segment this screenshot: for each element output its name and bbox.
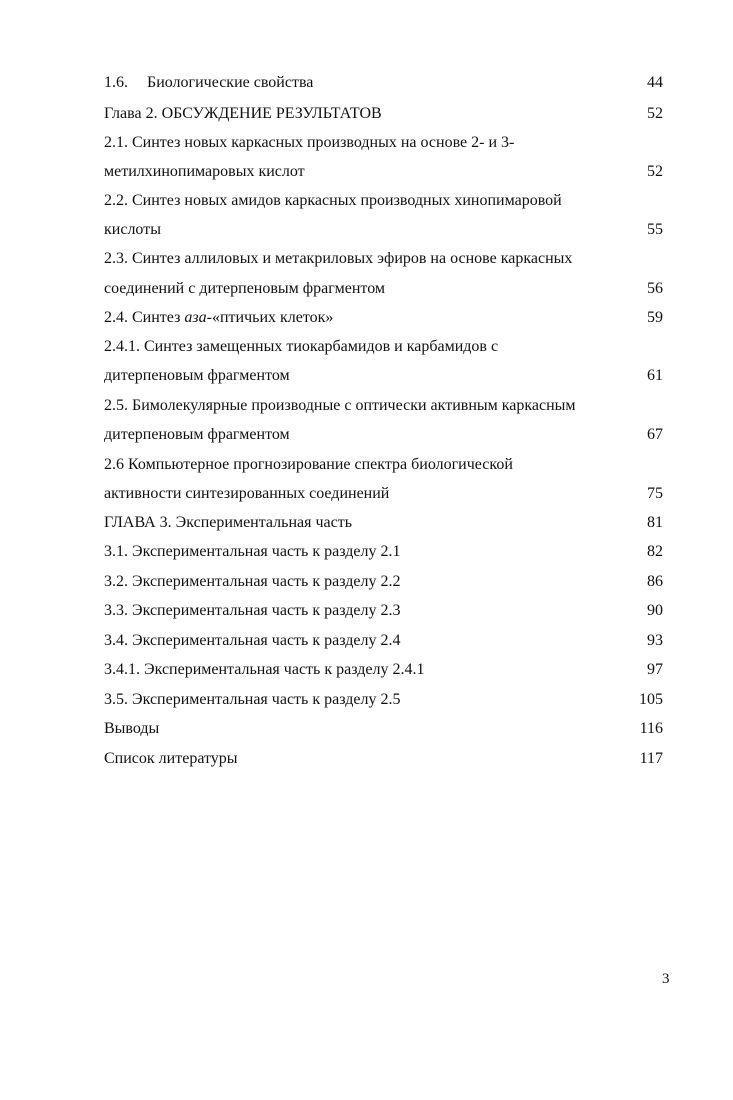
page-number: 3 — [662, 971, 670, 987]
toc-entry-page: 116 — [639, 720, 663, 737]
toc-entry-number: 1.6. — [104, 74, 128, 91]
toc-entry-2-2-line1: 2.2. Синтез новых амидов каркасных производных хинопимаровой — [104, 192, 562, 209]
toc-entry-page: 117 — [639, 750, 663, 767]
toc-entry-page: 52 — [647, 105, 663, 122]
toc-entry-page: 55 — [647, 221, 663, 238]
toc-entry-page: 86 — [647, 573, 663, 590]
toc-entry-3-2: 3.2. Экспериментальная часть к разделу 2.2 — [104, 573, 401, 590]
toc-entry-page: 56 — [647, 280, 663, 297]
toc-entry-3-4: 3.4. Экспериментальная часть к разделу 2.4 — [104, 632, 401, 649]
toc-entry-page: 44 — [647, 74, 663, 91]
toc-entry-title-italic: аза — [184, 309, 207, 326]
toc-entry-title-suffix: -«птичьих клеток» — [206, 309, 334, 326]
toc-entry-page: 82 — [647, 543, 663, 560]
toc-entry-page: 67 — [647, 426, 663, 443]
toc-entry-page: 93 — [647, 632, 663, 649]
toc-entry-page: 75 — [647, 485, 663, 502]
toc-entry-page: 61 — [647, 367, 663, 384]
toc-entry-title: Биологические свойства — [147, 74, 314, 91]
toc-entry-1-6 — [104, 73, 313, 93]
toc-entry-references: Список литературы — [104, 750, 238, 767]
toc-entry-2-5-line2: дитерпеновым фрагментом — [104, 426, 290, 443]
toc-entry-page: 52 — [647, 163, 663, 180]
toc-entry-2-1-line1: 2.1. Синтез новых каркасных производных на основе 2- и 3- — [104, 134, 515, 151]
toc-entry-conclusions: Выводы — [104, 720, 160, 737]
toc-entry-2-3-line2: соединений с дитерпеновым фрагментом — [104, 280, 386, 297]
toc-entry-2-1-line2: метилхинопимаровых кислот — [104, 163, 305, 180]
toc-entry-2-6-line2: активности синтезированных соединений — [104, 485, 390, 502]
toc-entry-page: 97 — [647, 661, 663, 678]
toc-entry-3-5: 3.5. Экспериментальная часть к разделу 2.5 — [104, 691, 401, 708]
toc-entry-page: 59 — [647, 309, 663, 326]
toc-entry-3-1: 3.1. Экспериментальная часть к разделу 2.1 — [104, 543, 401, 560]
toc-entry-chapter-3: ГЛАВА 3. Экспериментальная часть — [104, 514, 352, 531]
toc-entry-title-prefix: 2.4. Синтез — [104, 309, 185, 326]
toc-entry-2-2-line2: кислоты — [104, 221, 161, 238]
toc-entry-2-4-1-line1: 2.4.1. Синтез замещенных тиокарбамидов и карбамидов с — [104, 338, 499, 355]
toc-entry-2-5-line1: 2.5. Бимолекулярные производные с оптически активным каркасным — [104, 397, 576, 414]
toc-entry-3-4-1: 3.4.1. Экспериментальная часть к разделу 2.4.1 — [104, 661, 425, 678]
toc-entry-2-4 — [104, 308, 333, 328]
toc-entry-page: 90 — [647, 602, 663, 619]
toc-entry-2-3-line1: 2.3. Синтез аллиловых и метакриловых эфиров на основе каркасных — [104, 250, 573, 267]
toc-entry-page: 81 — [647, 514, 663, 531]
toc-entry-chapter-2: Глава 2. ОБСУЖДЕНИЕ РЕЗУЛЬТАТОВ — [104, 105, 382, 122]
toc-entry-2-4-1-line2: дитерпеновым фрагментом — [104, 367, 290, 384]
toc-entry-page: 105 — [639, 691, 663, 708]
toc-entry-3-3: 3.3. Экспериментальная часть к разделу 2.3 — [104, 602, 401, 619]
toc-entry-2-6-line1: 2.6 Компьютерное прогнозирование спектра биологической — [104, 456, 513, 473]
